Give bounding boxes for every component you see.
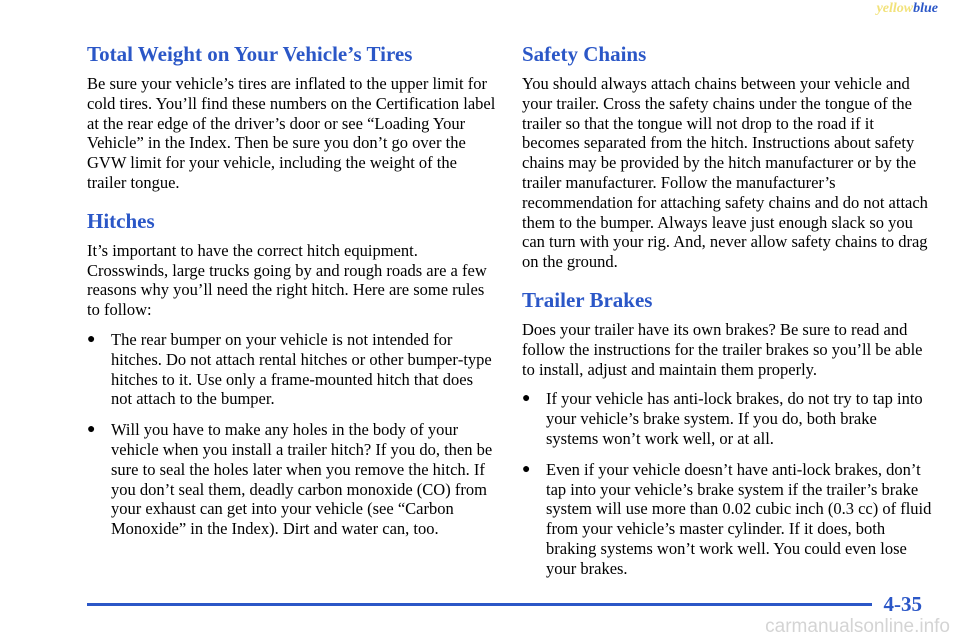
- list-item: [87, 420, 497, 539]
- paragraph-hitches: It’s important to have the correct hitch equipment. Crosswinds, large trucks going by and rough roads are a few reasons why you’ll need the right hitch. Here are some rules to follow:: [87, 240, 487, 320]
- brakes-bullet-list: [522, 389, 932, 578]
- left-column: [87, 40, 497, 550]
- footer-rule: [87, 603, 872, 606]
- paragraph-safety-chains: You should always attach chains between your vehicle and your trailer. Cross the safety chains under the tongue of the trailer so that the tongue will not drop to the road if it becomes separated from the hitch. Instructions about safety chains may be provided by the hitch manufacturer or by the trailer manufacturer. Follow the manufacturer’s recommendation for attaching safety chains and do not attach them to the bumper. Always leave just enough slack so you can turn with your rig. And, never allow safety chains to drag on the ground.: [522, 74, 928, 272]
- bullet-text: Will you have to make any holes in the body of your vehicle when you install a trailer hitch? If you do, then be sure to seal the holes later when you remove the hitch. If you don’t seal them, deadly carbon monoxide (CO) from your exhaust can get into your vehicle (see “Carbon Monoxide” in the Index). Dirt and water can, too.: [111, 420, 493, 539]
- bullet-text: Even if your vehicle doesn’t have anti‐lock brakes, don’t tap into your vehicle’s brake system if the trailer’s brake system will use more than 0.02 cubic inch (0.3 cc) of fluid from your vehicle’s master cylinder. If it does, both braking systems won’t work well. You could even lose your brakes.: [546, 459, 932, 578]
- heading-safety-chains: Safety Chains: [522, 42, 647, 66]
- paragraph-total-weight: Be sure your vehicle’s tires are inflated to the upper limit for cold tires. You’ll find these numbers on the Certification label at the rear edge of the driver’s door or see “Loading Your Vehicle” in the Index. Then be sure you don’t go over the GVW limit for your vehicle, including the weight of the trailer tongue.: [87, 74, 496, 192]
- tag-blue: blue: [913, 1, 938, 16]
- list-item: [522, 389, 932, 448]
- heading-total-weight: Total Weight on Your Vehicle’s Tires: [87, 42, 413, 66]
- bullet-text: The rear bumper on your vehicle is not intended for hitches. Do not attach rental hitches or other bumper‐type hitches to it. Use only a frame‐mounted hitch that does not attach to the bumper.: [111, 329, 492, 409]
- bullet-icon: ●: [87, 422, 96, 438]
- tag-yellow: yellow: [876, 1, 914, 16]
- right-column: [522, 40, 932, 590]
- bullet-icon: ●: [522, 391, 531, 407]
- color-tag: [877, 1, 938, 17]
- page-number: 4-35: [883, 592, 922, 616]
- bullet-text: If your vehicle has anti‐lock brakes, do not try to tap into your vehicle’s brake system. If you do, both brake systems won’t work well, or at all.: [546, 389, 923, 448]
- bullet-icon: ●: [87, 331, 96, 347]
- heading-hitches: Hitches: [87, 208, 155, 233]
- hitches-bullet-list: [87, 330, 497, 539]
- list-item: [522, 460, 932, 579]
- heading-trailer-brakes: Trailer Brakes: [522, 287, 653, 312]
- list-item: [87, 330, 497, 409]
- paragraph-trailer-brakes: Does your trailer have its own brakes? Be sure to read and follow the instructions for the trailer brakes so you’ll be able to install, adjust and maintain them properly.: [522, 319, 923, 379]
- watermark: carmanualsonline.info: [765, 616, 950, 637]
- bullet-icon: ●: [522, 461, 531, 477]
